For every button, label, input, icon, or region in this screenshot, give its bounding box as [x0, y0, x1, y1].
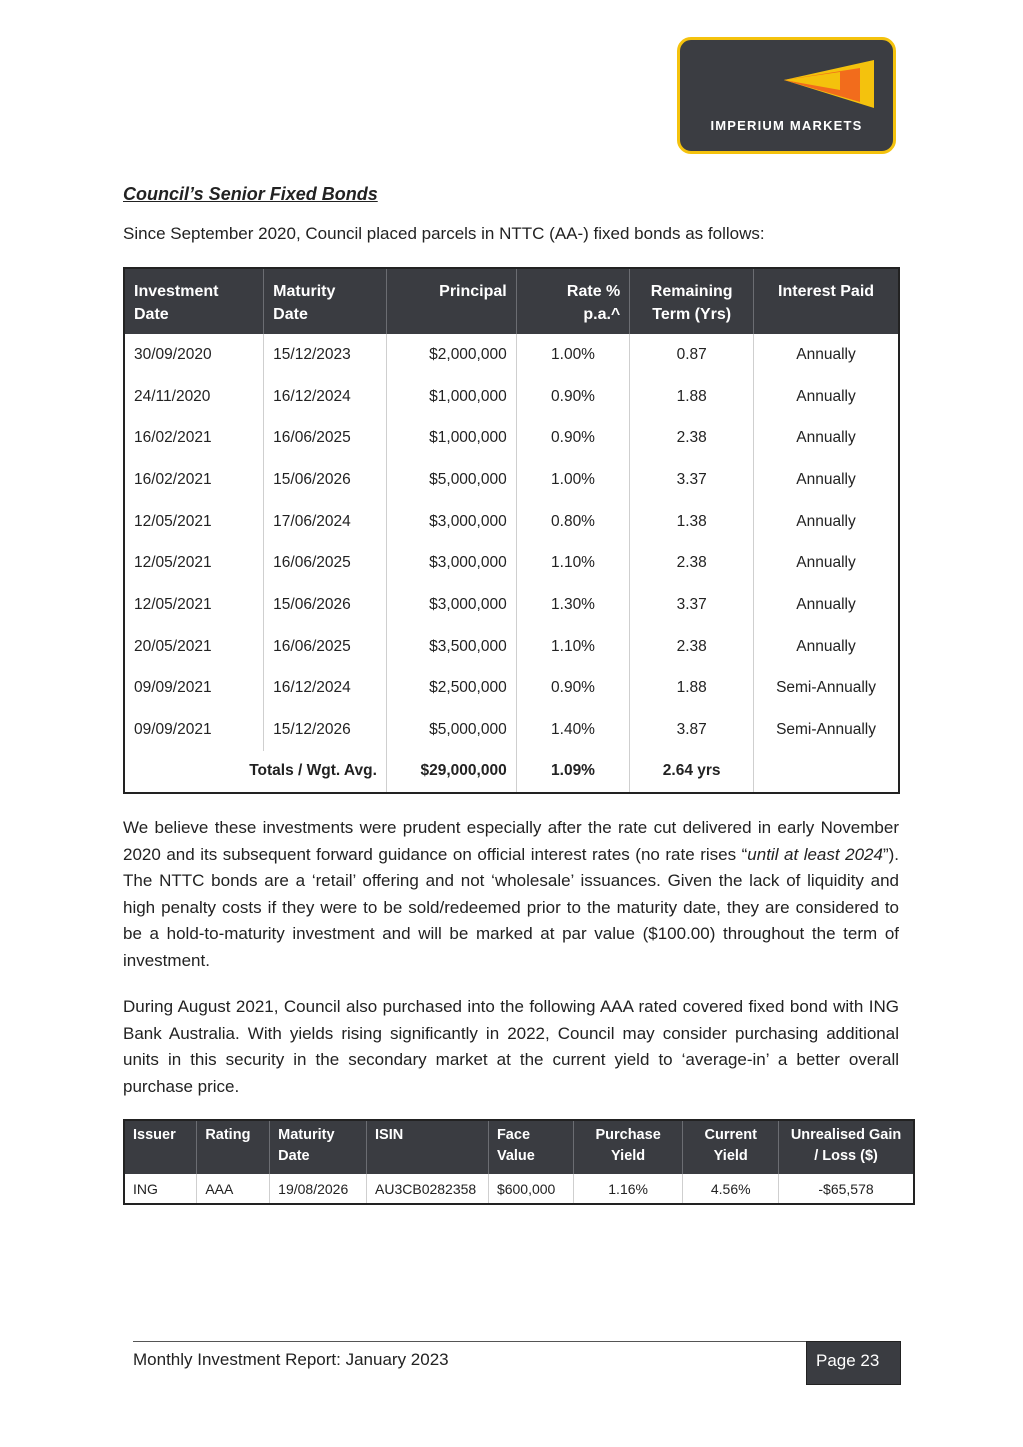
senior-fixed-bonds-table: [123, 267, 900, 794]
cell-issuer: ING: [124, 1174, 197, 1204]
header-current-yield: Current Yield: [683, 1120, 779, 1174]
table-row: [124, 709, 899, 751]
cell-interest-paid: Annually: [796, 595, 856, 613]
cell-investment-date: 12/05/2021: [124, 584, 264, 626]
header-issuer: Issuer: [124, 1120, 197, 1174]
intro-text: Since September 2020, Council placed parcels in NTTC (AA-) fixed bonds as follows:: [123, 224, 765, 243]
header-remaining-term: Remaining Term (Yrs): [630, 268, 754, 334]
cell-maturity-date: 15/12/2023: [264, 334, 387, 376]
table-header-row: [124, 268, 899, 334]
cell-rate: 1.30%: [516, 584, 630, 626]
cell-rate: 1.00%: [516, 334, 630, 376]
header-maturity-date: Maturity Date: [264, 268, 387, 334]
totals-label: Totals / Wgt. Avg.: [124, 751, 386, 793]
cell-purchase-yield: 1.16%: [573, 1174, 683, 1204]
totals-term: 2.64 yrs: [630, 751, 754, 793]
cell-interest-paid: Annually: [796, 429, 856, 447]
footer-divider: [133, 1341, 807, 1342]
cell-term: 1.38: [630, 501, 754, 543]
logo-arrow-icon: [780, 56, 876, 112]
table-row: [124, 626, 899, 668]
cell-term: 3.87: [630, 709, 754, 751]
cell-principal: $5,000,000: [386, 459, 516, 501]
header-maturity-date: Maturity Date: [270, 1120, 367, 1174]
cell-interest-paid: Annually: [796, 512, 856, 530]
cell-investment-date: 16/02/2021: [124, 417, 264, 459]
cell-principal: $1,000,000: [386, 417, 516, 459]
cell-rate: 1.10%: [516, 626, 630, 668]
cell-isin: AU3CB0282358: [367, 1174, 489, 1204]
cell-investment-date: 09/09/2021: [124, 668, 264, 710]
cell-interest-paid: Annually: [796, 470, 856, 488]
table-row: [124, 459, 899, 501]
cell-maturity-date: 19/08/2026: [270, 1174, 367, 1204]
totals-empty-cell: [754, 751, 899, 793]
cell-rate: 0.90%: [516, 668, 630, 710]
cell-rating: AAA: [197, 1174, 270, 1204]
cell-rate: 0.90%: [516, 417, 630, 459]
cell-unrealised-gain-loss: -$65,578: [818, 1180, 874, 1197]
cell-term: 2.38: [630, 417, 754, 459]
header-face-value: Face Value: [488, 1120, 573, 1174]
cell-term: 2.38: [630, 626, 754, 668]
cell-term: 3.37: [630, 459, 754, 501]
table-row: [124, 334, 899, 376]
table-row: [124, 501, 899, 543]
cell-interest-paid: Annually: [796, 554, 856, 572]
header-investment-date: Investment Date: [124, 268, 264, 334]
cell-principal: $1,000,000: [386, 376, 516, 418]
table-row: [124, 376, 899, 418]
logo-text: IMPERIUM MARKETS: [710, 118, 863, 133]
cell-interest-paid: Semi-Annually: [776, 721, 876, 739]
totals-principal: $29,000,000: [386, 751, 516, 793]
cell-principal: $3,500,000: [386, 626, 516, 668]
cell-term: 3.37: [630, 584, 754, 626]
cell-interest-paid: Annually: [796, 637, 856, 655]
table-row: [124, 668, 899, 710]
cell-maturity-date: 16/06/2025: [264, 626, 387, 668]
cell-term: 1.88: [630, 668, 754, 710]
paragraph-prudent-investments: We believe these investments were prudent especially after the rate cut delivered in early November 2020 and its subsequent forward guidance on official interest rates (no rate rises “until at least 2024”). The NTTC bonds are a ‘retail’ offering and not ‘wholesale’ issuances. Given the lack of liquidity and high penalty costs if they were to be sold/redeemed prior to the maturity date, they are considered to be a hold-to-maturity investment and will be marked at par value ($100.00) throughout the term of investment.: [123, 818, 899, 970]
covered-bond-table: [123, 1119, 915, 1205]
cell-maturity-date: 15/06/2026: [264, 584, 387, 626]
header-rating: Rating: [197, 1120, 270, 1174]
paragraph-ing-covered-bond: During August 2021, Council also purchased into the following AAA rated covered fixed bond with ING Bank Australia. With yields rising significantly in 2022, Council may consider purchasing additional units in this security in the secondary market at the current yield to ‘average-in’ a better overall purchase price.: [123, 997, 899, 1096]
cell-rate: 0.80%: [516, 501, 630, 543]
cell-investment-date: 16/02/2021: [124, 459, 264, 501]
cell-maturity-date: 16/12/2024: [264, 376, 387, 418]
imperium-markets-logo: [677, 37, 896, 154]
cell-current-yield: 4.56%: [683, 1174, 779, 1204]
cell-investment-date: 12/05/2021: [124, 542, 264, 584]
section-title: Council’s Senior Fixed Bonds: [123, 184, 378, 204]
header-interest-paid: Interest Paid: [754, 268, 899, 334]
cell-investment-date: 24/11/2020: [124, 376, 264, 418]
totals-row: [124, 751, 899, 793]
cell-maturity-date: 16/12/2024: [264, 668, 387, 710]
cell-maturity-date: 15/12/2026: [264, 709, 387, 751]
cell-rate: 1.10%: [516, 542, 630, 584]
cell-maturity-date: 15/06/2026: [264, 459, 387, 501]
cell-interest-paid: Semi-Annually: [776, 679, 876, 697]
cell-principal: $5,000,000: [386, 709, 516, 751]
cell-investment-date: 30/09/2020: [124, 334, 264, 376]
cell-maturity-date: 16/06/2025: [264, 542, 387, 584]
cell-rate: 1.00%: [516, 459, 630, 501]
cell-maturity-date: 16/06/2025: [264, 417, 387, 459]
cell-investment-date: 20/05/2021: [124, 626, 264, 668]
header-isin: ISIN: [367, 1120, 489, 1174]
cell-interest-paid: Annually: [796, 345, 856, 363]
cell-principal: $3,000,000: [386, 542, 516, 584]
cell-term: 0.87: [630, 334, 754, 376]
cell-maturity-date: 17/06/2024: [264, 501, 387, 543]
header-unrealised-gain-loss: Unrealised Gain / Loss ($): [779, 1120, 914, 1174]
cell-principal: $3,000,000: [386, 501, 516, 543]
header-principal: Principal: [386, 268, 516, 334]
cell-principal: $2,000,000: [386, 334, 516, 376]
table-row: [124, 417, 899, 459]
cell-investment-date: 09/09/2021: [124, 709, 264, 751]
table-row: [124, 542, 899, 584]
cell-term: 1.88: [630, 376, 754, 418]
cell-term: 2.38: [630, 542, 754, 584]
footer-report-title: Monthly Investment Report: January 2023: [133, 1350, 449, 1369]
cell-principal: $2,500,000: [386, 668, 516, 710]
page-number: Page 23: [806, 1341, 901, 1385]
cell-rate: 0.90%: [516, 376, 630, 418]
header-rate: Rate % p.a.^: [516, 268, 630, 334]
totals-rate: 1.09%: [516, 751, 630, 793]
table-row: [124, 1174, 914, 1204]
cell-rate: 1.40%: [516, 709, 630, 751]
table-header-row: [124, 1120, 914, 1174]
cell-interest-paid: Annually: [796, 387, 856, 405]
header-purchase-yield: Purchase Yield: [573, 1120, 683, 1174]
table-row: [124, 584, 899, 626]
cell-principal: $3,000,000: [386, 584, 516, 626]
cell-face-value: $600,000: [488, 1174, 573, 1204]
cell-investment-date: 12/05/2021: [124, 501, 264, 543]
